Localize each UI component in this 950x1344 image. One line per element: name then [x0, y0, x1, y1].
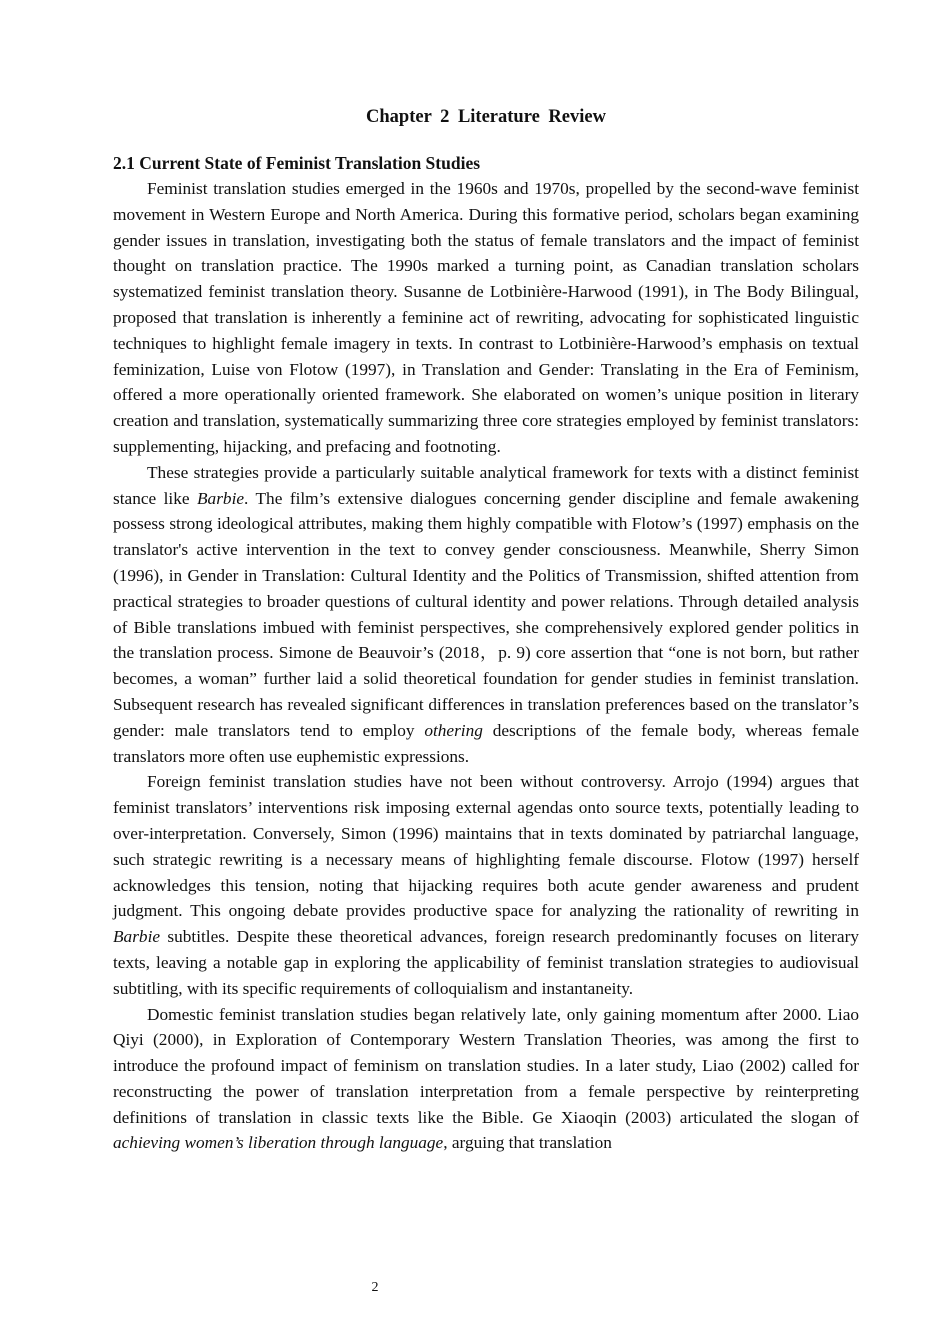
text-run: These strategies provide a particularly suitable analytical framework for texts with a distinct feminist stance like — [113, 462, 859, 508]
body-paragraph — [113, 1002, 859, 1157]
italic-text-run: Barbie — [113, 927, 161, 947]
section-heading: 2.1 Current State of Feminist Translation Studies — [113, 153, 481, 173]
text-run: , arguing that translation — [443, 1133, 612, 1153]
chapter-title: Chapter 2 Literature Review — [366, 107, 606, 127]
italic-text-run: othering — [424, 720, 483, 740]
italic-text-run: achieving women’s liberation through language — [113, 1133, 444, 1153]
text-run: Domestic feminist translation studies began relatively late, only gaining momentum after 2000. Liao Qiyi (2000), in Exploration of Contemporary Western Translation Theories, was among the first to introduce the profound impact of feminism on translation studies. In a later study, Liao (2002) called for reconstructing the power of translation interpretation from a female perspective by reinterpreting definitions of translation in classic texts like the Bible. Ge Xiaoqin (2003) articulated the slogan of — [113, 1004, 859, 1127]
body-paragraph — [113, 460, 859, 770]
text-run: Foreign feminist translation studies have not been without controversy. Arrojo (1994) argues that feminist translators’ interventions risk imposing external agendas onto source texts, potentially leading to over-interpretation. Conversely, Simon (1996) maintains that in texts dominated by patriarchal language, such strategic rewriting is a necessary means of highlighting female discourse. Flotow (1997) herself acknowledges this tension, noting that hijacking requires both acute gender awareness and prudent judgment. This ongoing debate provides productive space for analyzing the rationality of rewriting in — [113, 772, 859, 921]
text-run: subtitles. Despite these theoretical advances, foreign research predominantly focuses on literary texts, leaving a notable gap in exploring the applicability of feminist translation strategies to audiovisual subtitling, with its specific requirements of colloquialism and instantaneity. — [113, 927, 859, 998]
body-paragraph — [113, 176, 859, 460]
page-number: 2 — [371, 1280, 379, 1295]
text-run: descriptions of the female body, whereas female translators more often use euphemistic expressions. — [113, 720, 859, 766]
text-run: . The film’s extensive dialogues concerning gender discipline and female awakening possess strong ideological attributes, making them highly compatible with Flotow’s (1997) emphasis on the translator's active intervention in the text to convey gender consciousness. Meanwhile, Sherry Simon (1996), in Gender in Translation: Cultural Identity and the Politics of Transmission, shifted attention from practical strategies to broader questions of cultural identity and power relations. Through detailed analysis of Bible translations imbued with feminist perspectives, she comprehensively explored gender politics in the translation process. Simone de Beauvoir’s (2018，p. 9) core assertion that “one is not born, but rather becomes, a woman” further laid a solid theoretical foundation for gender studies in feminist translation. Subsequent research has revealed significant differences in translation preferences based on the translator’s gender: male translators tend to employ — [113, 488, 859, 740]
body-text — [113, 176, 859, 1156]
text-run: Feminist translation studies emerged in the 1960s and 1970s, propelled by the second-wave feminist movement in Western Europe and North America. During this formative period, scholars began examining gender issues in translation, investigating both the status of female translators and the impact of feminist thought on translation practice. The 1990s marked a turning point, as Canadian translation scholars systematized feminist translation theory. Susanne de Lotbinière-Harwood (1991), in The Body Bilingual, proposed that translation is inherently a feminine act of rewriting, advocating for sophisticated linguistic techniques to highlight female imagery in texts. In contrast to Lotbinière-Harwood’s emphasis on textual feminization, Luise von Flotow (1997), in Translation and Gender: Translating in the Era of Feminism, offered a more operationally oriented framework. She elaborated on women’s unique position in literary creation and translation, systematically summarizing three core strategies employed by feminist translators: supplementing, hijacking, and prefacing and footnoting. — [113, 179, 859, 456]
document-page — [113, 100, 859, 1156]
body-paragraph — [113, 769, 859, 1001]
italic-text-run: Barbie — [197, 488, 245, 508]
